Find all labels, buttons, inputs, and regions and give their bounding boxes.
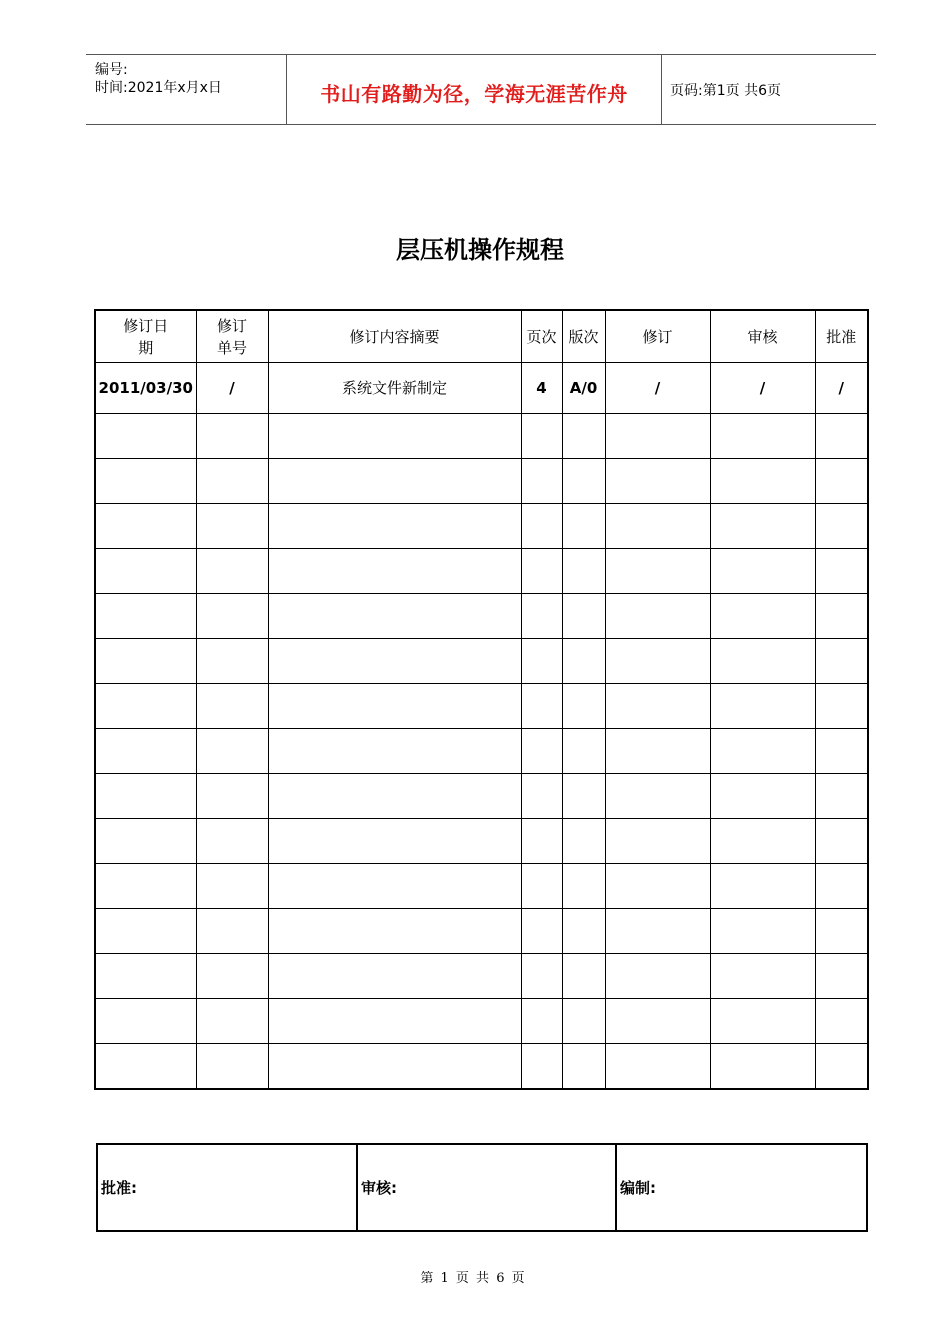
cell-version: A/0 bbox=[562, 363, 605, 414]
table-row bbox=[95, 594, 868, 639]
table-row bbox=[95, 999, 868, 1044]
empty-cell bbox=[521, 774, 562, 819]
signoff-review-label: 审核: bbox=[357, 1144, 616, 1231]
empty-cell bbox=[605, 1044, 710, 1090]
empty-cell bbox=[95, 864, 196, 909]
empty-cell bbox=[196, 549, 268, 594]
empty-cell bbox=[710, 954, 815, 999]
signoff-prepare-label: 编制: bbox=[616, 1144, 867, 1231]
empty-cell bbox=[268, 864, 521, 909]
cell-revised-by: / bbox=[605, 363, 710, 414]
cell-revision-summary: 系统文件新制定 bbox=[268, 363, 521, 414]
empty-cell bbox=[95, 684, 196, 729]
empty-cell bbox=[815, 549, 868, 594]
empty-cell bbox=[268, 504, 521, 549]
empty-cell bbox=[196, 414, 268, 459]
empty-cell bbox=[268, 954, 521, 999]
empty-cell bbox=[562, 639, 605, 684]
empty-cell bbox=[521, 729, 562, 774]
empty-cell bbox=[605, 639, 710, 684]
empty-cell bbox=[710, 414, 815, 459]
revision-table bbox=[94, 309, 869, 1090]
header-revision-summary: 修订内容摘要 bbox=[268, 310, 521, 363]
header-motto: 书山有路勤为径，学海无涯苦作舟 bbox=[320, 82, 628, 106]
cell-reviewed-by: / bbox=[710, 363, 815, 414]
empty-cell bbox=[562, 954, 605, 999]
empty-cell bbox=[196, 684, 268, 729]
empty-cell bbox=[268, 819, 521, 864]
header-center-cell bbox=[286, 55, 662, 124]
signoff-table bbox=[96, 1143, 868, 1232]
empty-cell bbox=[95, 954, 196, 999]
empty-cell bbox=[521, 999, 562, 1044]
cell-revision-number: / bbox=[196, 363, 268, 414]
empty-cell bbox=[95, 414, 196, 459]
empty-cell bbox=[95, 549, 196, 594]
empty-cell bbox=[710, 549, 815, 594]
empty-cell bbox=[196, 729, 268, 774]
empty-cell bbox=[95, 774, 196, 819]
header-page-info: 页码:第1页 共6页 bbox=[670, 83, 781, 99]
empty-cell bbox=[605, 729, 710, 774]
empty-cell bbox=[95, 459, 196, 504]
empty-cell bbox=[268, 999, 521, 1044]
table-row bbox=[95, 909, 868, 954]
table-row bbox=[95, 414, 868, 459]
empty-cell bbox=[521, 909, 562, 954]
page-header bbox=[86, 54, 876, 125]
empty-cell bbox=[562, 819, 605, 864]
empty-cell bbox=[268, 729, 521, 774]
document-title: 层压机操作规程 bbox=[396, 236, 564, 264]
empty-cell bbox=[815, 954, 868, 999]
empty-cell bbox=[710, 684, 815, 729]
empty-cell bbox=[605, 459, 710, 504]
empty-cell bbox=[196, 639, 268, 684]
empty-cell bbox=[521, 594, 562, 639]
empty-cell bbox=[268, 639, 521, 684]
empty-cell bbox=[521, 549, 562, 594]
cell-approved-by: / bbox=[815, 363, 868, 414]
empty-cell bbox=[562, 729, 605, 774]
empty-cell bbox=[196, 504, 268, 549]
empty-cell bbox=[521, 954, 562, 999]
empty-cell bbox=[815, 999, 868, 1044]
empty-cell bbox=[268, 1044, 521, 1090]
empty-cell bbox=[95, 594, 196, 639]
empty-cell bbox=[710, 459, 815, 504]
empty-cell bbox=[710, 639, 815, 684]
empty-cell bbox=[562, 1044, 605, 1090]
table-row bbox=[95, 504, 868, 549]
empty-cell bbox=[562, 684, 605, 729]
empty-cell bbox=[268, 774, 521, 819]
empty-cell bbox=[562, 594, 605, 639]
empty-cell bbox=[605, 684, 710, 729]
header-approved-by: 批准 bbox=[815, 310, 868, 363]
revision-header-row bbox=[95, 310, 868, 363]
table-row bbox=[95, 684, 868, 729]
empty-cell bbox=[605, 864, 710, 909]
empty-cell bbox=[710, 819, 815, 864]
empty-cell bbox=[605, 504, 710, 549]
signoff-row bbox=[97, 1144, 867, 1231]
cell-revision-date: 2011/03/30 bbox=[95, 363, 196, 414]
empty-cell bbox=[710, 909, 815, 954]
empty-cell bbox=[562, 864, 605, 909]
empty-cell bbox=[268, 549, 521, 594]
empty-cell bbox=[710, 594, 815, 639]
table-row bbox=[95, 864, 868, 909]
empty-cell bbox=[268, 459, 521, 504]
signoff-approve-label: 批准: bbox=[97, 1144, 357, 1231]
document-time-label: 时间:2021年x月x日 bbox=[95, 80, 222, 96]
empty-cell bbox=[710, 504, 815, 549]
empty-cell bbox=[562, 549, 605, 594]
empty-cell bbox=[196, 999, 268, 1044]
empty-cell bbox=[815, 864, 868, 909]
table-row bbox=[95, 819, 868, 864]
empty-cell bbox=[815, 729, 868, 774]
empty-cell bbox=[95, 729, 196, 774]
table-row bbox=[95, 729, 868, 774]
empty-cell bbox=[521, 1044, 562, 1090]
header-revised-by: 修订 bbox=[605, 310, 710, 363]
empty-cell bbox=[815, 684, 868, 729]
empty-cell bbox=[815, 414, 868, 459]
empty-cell bbox=[268, 684, 521, 729]
header-revision-date: 修订日期 bbox=[95, 310, 196, 363]
empty-cell bbox=[268, 414, 521, 459]
header-version: 版次 bbox=[562, 310, 605, 363]
empty-cell bbox=[562, 459, 605, 504]
table-row bbox=[95, 549, 868, 594]
empty-cell bbox=[521, 414, 562, 459]
empty-cell bbox=[815, 594, 868, 639]
empty-cell bbox=[196, 909, 268, 954]
cell-pages: 4 bbox=[521, 363, 562, 414]
empty-cell bbox=[605, 954, 710, 999]
empty-cell bbox=[710, 729, 815, 774]
empty-cell bbox=[521, 819, 562, 864]
empty-cell bbox=[815, 504, 868, 549]
empty-cell bbox=[196, 1044, 268, 1090]
empty-cell bbox=[605, 594, 710, 639]
header-right-cell bbox=[661, 55, 876, 124]
empty-cell bbox=[815, 774, 868, 819]
header-reviewed-by: 审核 bbox=[710, 310, 815, 363]
empty-cell bbox=[521, 684, 562, 729]
table-row bbox=[95, 639, 868, 684]
empty-cell bbox=[196, 594, 268, 639]
table-row bbox=[95, 954, 868, 999]
empty-cell bbox=[562, 999, 605, 1044]
empty-cell bbox=[268, 909, 521, 954]
empty-cell bbox=[605, 549, 710, 594]
page-footer: 第 1 页 共 6 页 bbox=[420, 1271, 525, 1286]
table-row bbox=[95, 363, 868, 414]
empty-cell bbox=[196, 954, 268, 999]
empty-cell bbox=[562, 774, 605, 819]
empty-cell bbox=[562, 909, 605, 954]
header-revision-number: 修订单号 bbox=[196, 310, 268, 363]
empty-cell bbox=[95, 819, 196, 864]
empty-cell bbox=[562, 504, 605, 549]
empty-cell bbox=[815, 1044, 868, 1090]
empty-cell bbox=[95, 639, 196, 684]
empty-cell bbox=[605, 909, 710, 954]
empty-cell bbox=[605, 999, 710, 1044]
empty-cell bbox=[521, 459, 562, 504]
header-left-cell bbox=[86, 55, 286, 124]
empty-cell bbox=[521, 639, 562, 684]
header-pages: 页次 bbox=[521, 310, 562, 363]
empty-cell bbox=[196, 459, 268, 504]
empty-cell bbox=[95, 909, 196, 954]
empty-cell bbox=[521, 864, 562, 909]
empty-cell bbox=[196, 819, 268, 864]
empty-cell bbox=[95, 1044, 196, 1090]
document-code-label: 编号: bbox=[95, 62, 128, 78]
empty-cell bbox=[95, 999, 196, 1044]
blank-rows bbox=[95, 414, 868, 1090]
empty-cell bbox=[196, 774, 268, 819]
empty-cell bbox=[815, 909, 868, 954]
empty-cell bbox=[710, 864, 815, 909]
table-row bbox=[95, 774, 868, 819]
empty-cell bbox=[710, 1044, 815, 1090]
empty-cell bbox=[196, 864, 268, 909]
empty-cell bbox=[815, 459, 868, 504]
empty-cell bbox=[815, 639, 868, 684]
empty-cell bbox=[605, 414, 710, 459]
empty-cell bbox=[710, 999, 815, 1044]
empty-cell bbox=[710, 774, 815, 819]
empty-cell bbox=[605, 774, 710, 819]
empty-cell bbox=[815, 819, 868, 864]
empty-cell bbox=[521, 504, 562, 549]
empty-cell bbox=[605, 819, 710, 864]
empty-cell bbox=[268, 594, 521, 639]
table-row bbox=[95, 1044, 868, 1090]
empty-cell bbox=[562, 414, 605, 459]
empty-cell bbox=[95, 504, 196, 549]
table-row bbox=[95, 459, 868, 504]
